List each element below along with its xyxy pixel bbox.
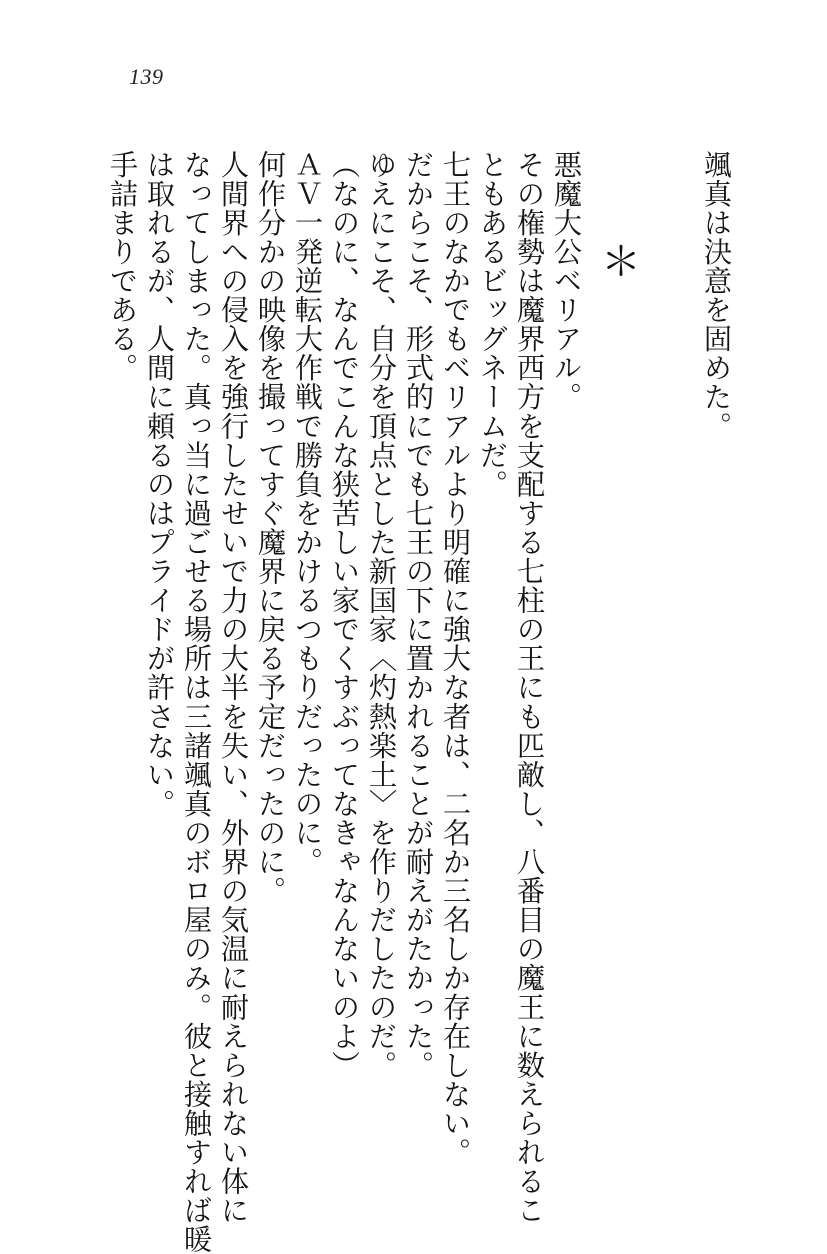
text-line: だからこそ、形式的にでも七王の下に置かれることが耐えがたかった。 — [402, 150, 435, 1080]
text-line: その権勢は魔界西方を支配する七柱の王にも匹敵し、八番目の魔王に数えられるこ — [513, 150, 546, 1225]
text-line: （なのに、なんでこんな狭苦しい家でくすぶってなきゃなんないのよ） — [328, 150, 361, 1080]
text-line: 人間界への侵入を強行したせいで力の大半を失い、外界の気温に耐えられない体に — [217, 150, 250, 1225]
text-line: ＡＶ一発逆転大作戦で勝負をかけるつもりだったのに。 — [291, 150, 324, 877]
page-number: 139 — [129, 64, 164, 89]
text-line: 颯真は決意を固めた。 — [700, 150, 733, 441]
text-line: 何作分かの映像を撮ってすぐ魔界に戻る予定だったのに。 — [254, 150, 287, 906]
text-line: ゆえにこそ、自分を頂点とした新国家〈灼熱楽土〉を作りだしたのだ。 — [365, 150, 398, 1080]
text-line: ともあるビッグネームだ。 — [476, 150, 509, 499]
text-line: なってしまった。真っ当に過ごせる場所は三諸颯真のボロ屋のみ。彼と接触すれば暖 — [180, 150, 213, 1254]
text-line: 悪魔大公ベリアル。 — [550, 150, 583, 412]
text-line: 七王のなかでもベリアルより明確に強大な者は、二名か三名しか存在しない。 — [439, 150, 472, 1167]
text-line: 手詰まりである。 — [106, 150, 139, 383]
section-break-asterisk: ＊ — [601, 239, 641, 285]
text-line: は取れるが、人間に頼るのはプライドが許さない。 — [143, 150, 176, 819]
